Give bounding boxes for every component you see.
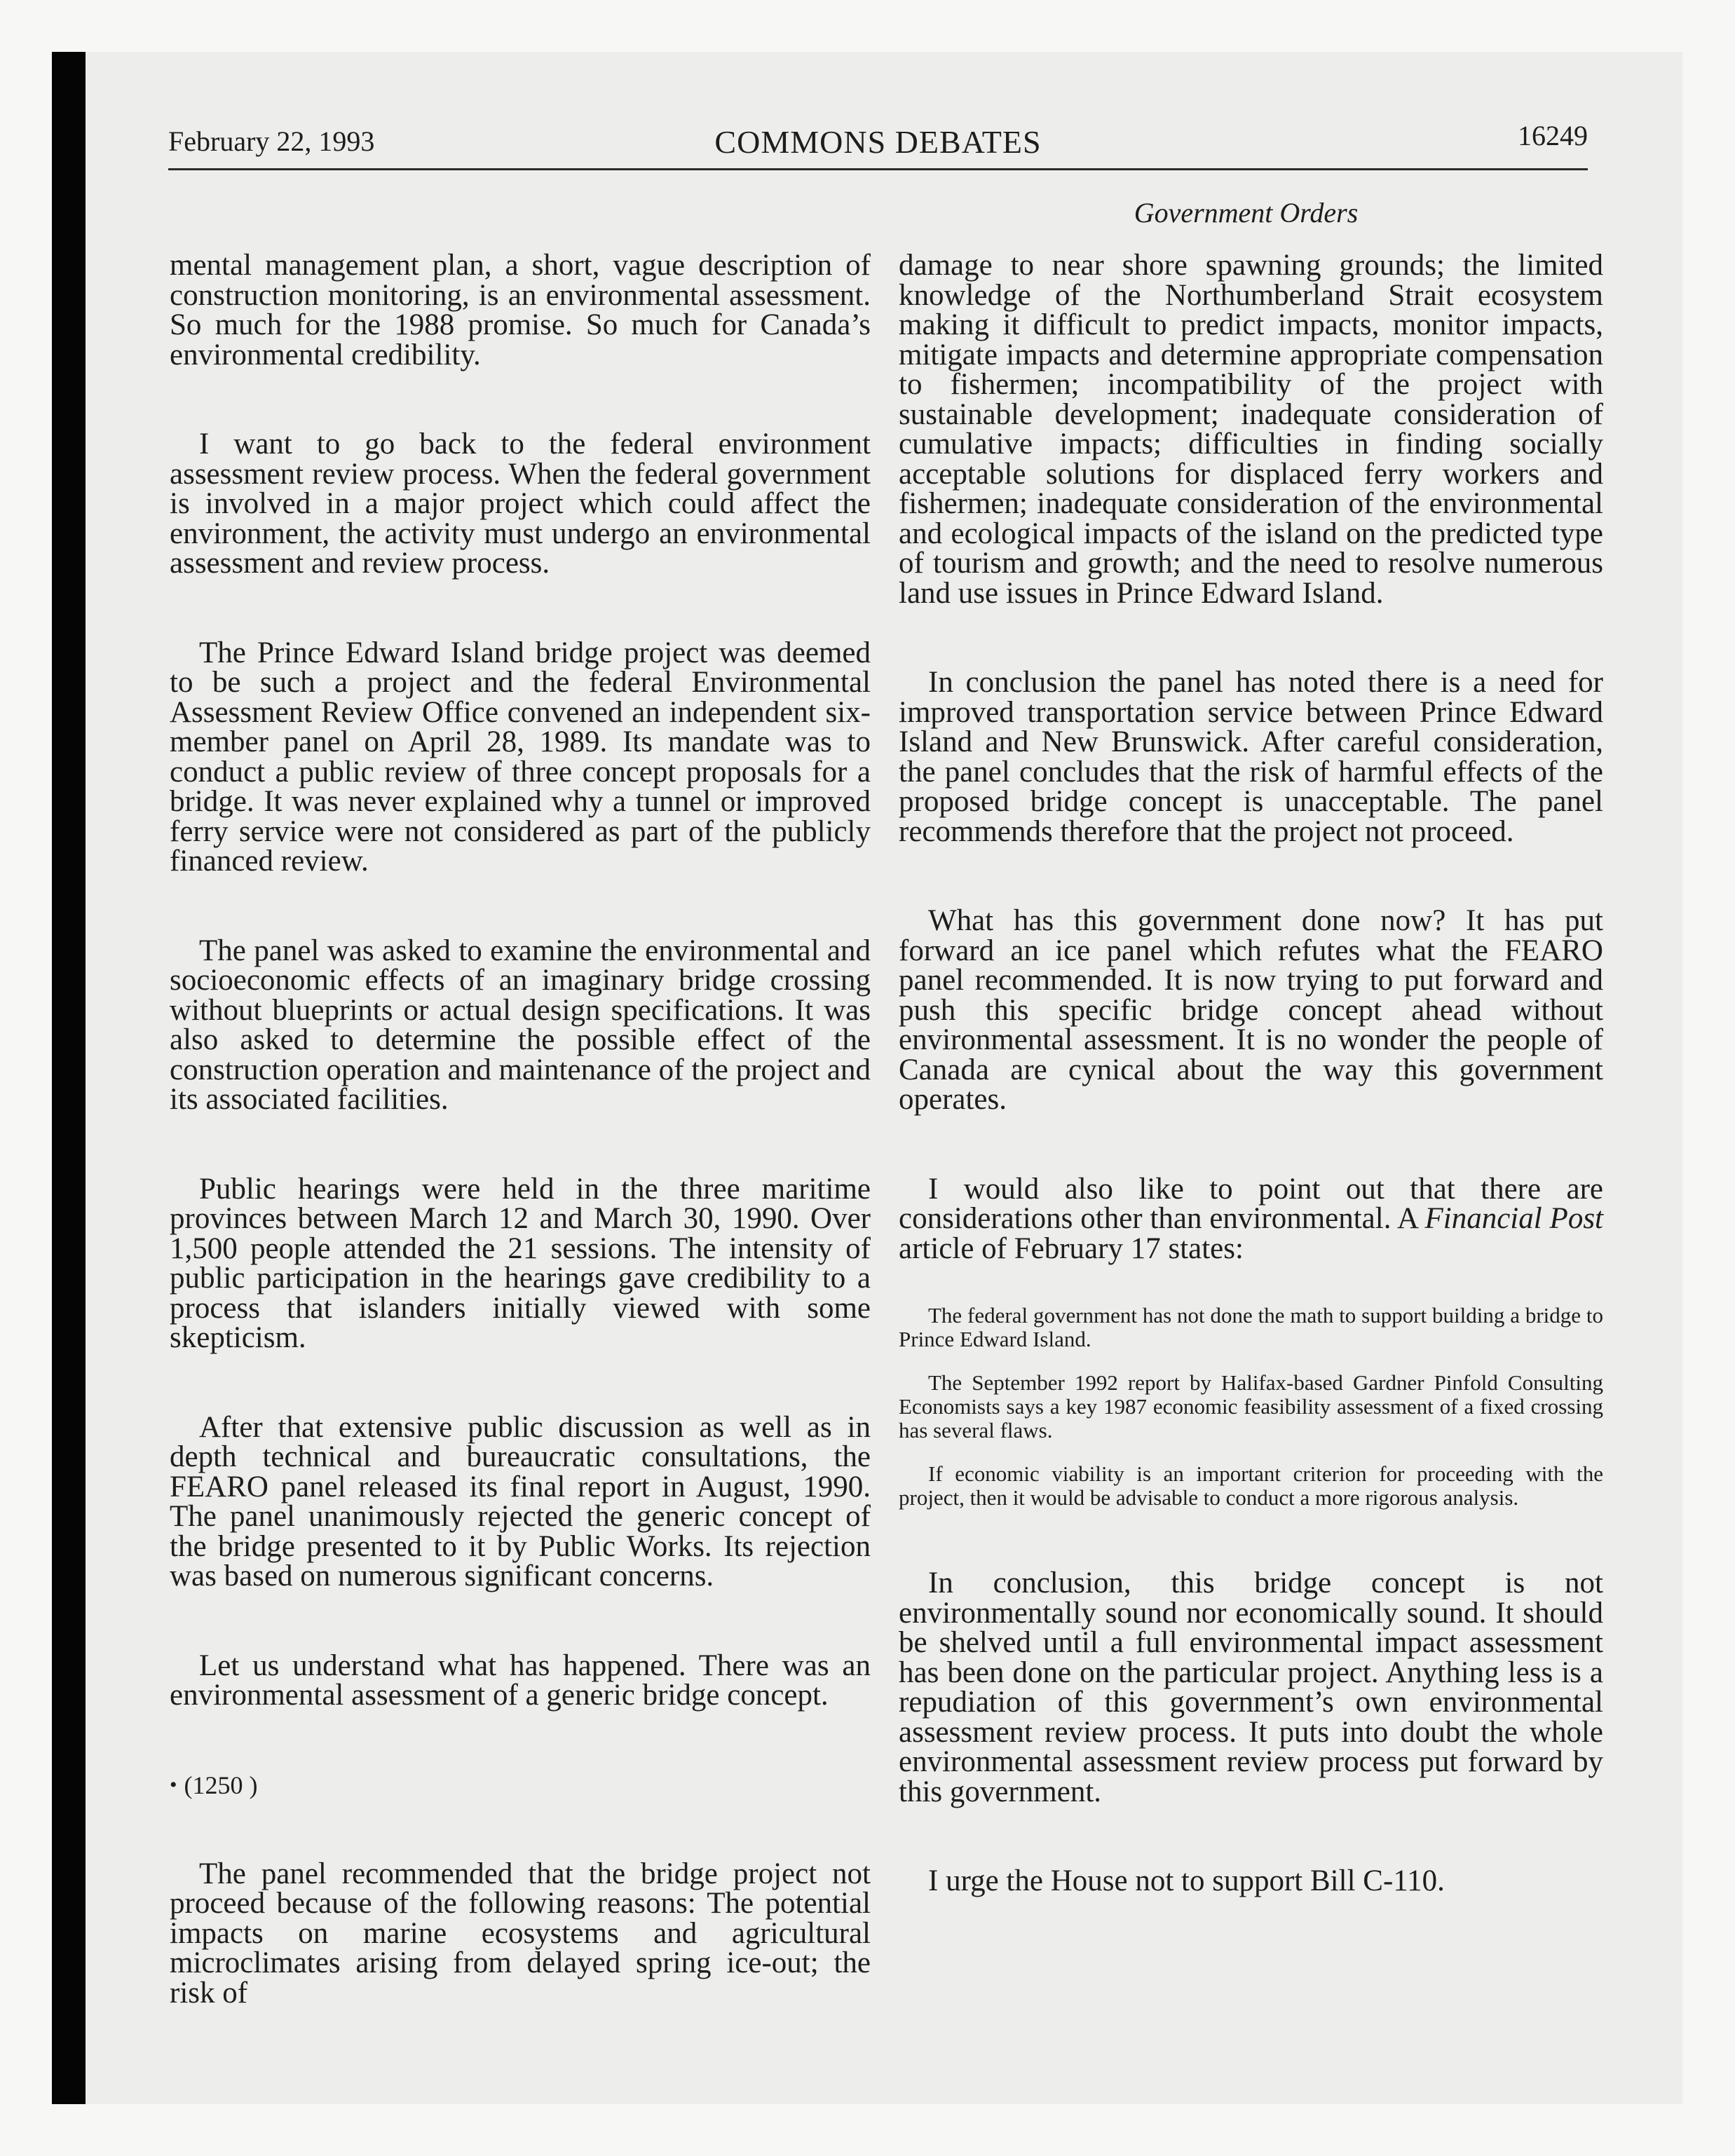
paragraph-text: article of February 17 states: [899,1231,1244,1265]
paragraph: damage to near shore spawning grounds; the limited knowledge of the Northumberland Strait ecosystem making it difficult to predict impacts, monitor impacts, mitigate impacts and determine appropriate compensation to fishermen; incompatibility of the project with sustainable development; inadequate consideration of cumulative impacts; difficulties in finding socially acceptable solutions for displaced ferry workers and fishermen; inadequate consideration of the environmental and ecological impacts of the island on the predicted type of tourism and growth; and the need to resolve numerous land use issues in Prince Edward Island. [899,249,1603,610]
header-date: February 22, 1993 [168,125,375,157]
right-column [899,251,1603,1956]
quote-paragraph: If economic viability is an important criterion for proceeding with the project, then it would be advisable to conduct a more rigorous analysis. [899,1461,1603,1510]
scan-binding-edge [52,52,86,2104]
paragraph: In conclusion the panel has noted there is a need for improved transportation service between Prince Edward Island and New Brunswick. After careful consideration, the panel concludes that the risk of harmful effects of the proposed bridge concept is unacceptable. The panel recommends therefore that the project not proceed. [899,666,1603,848]
paragraph: In conclusion, this bridge concept is not environmentally sound nor economically sound. It should be shelved until a full environmental impact assessment has been done on the particular project. Anything less is a repudiation of this government’s own environmental assessment review process. It puts into doubt the whole environmental assessment review process put forward by this government. [899,1567,1603,1808]
left-column [170,251,871,2068]
paragraph: I urge the House not to support Bill C-110. [928,1864,1445,1897]
paragraph [899,1172,1603,1265]
header-title: COMMONS DEBATES [714,124,1042,160]
page-header [168,119,1588,170]
section-label: Government Orders [1134,197,1359,228]
block-quote [899,1304,1603,1510]
publication-name: Financial Post [1424,1202,1603,1235]
paragraph: mental management plan, a short, vague description of construction monitoring, is an environmental assessment. So much for the 1988 promise. So much for Canada’s environmental credibility. [170,249,871,371]
paragraph: Let us understand what has happened. There was an environmental assessment of a generic bridge concept. [170,1649,871,1712]
quote-paragraph: The September 1992 report by Halifax-based Gardner Pinfold Consulting Economists says a key 1987 economic feasibility assessment of a fixed crossing has several flaws. [899,1370,1603,1442]
time-marker-text: (1250 ) [184,1770,258,1799]
paragraph: After that extensive public discussion as well as in depth technical and bureaucratic consultations, the FEARO panel released its final report in August, 1990. The panel unanimously rejected the generic concept of the bridge presented to it by Public Works. Its rejection was based on numerous significant concerns. [170,1410,871,1592]
paragraph: Public hearings were held in the three maritime provinces between March 12 and March 30, 1990. Over 1,500 people attended the 21 sessions. The intensity of public participation in the hearings gave credibility to a process that islanders initially viewed with some skepticism. [170,1172,871,1354]
paragraph: The Prince Edward Island bridge project was deemed to be such a project and the federal Environmental Assessment Review Office convened an independent six-member panel on April 28, 1989. Its mandate was to conduct a public review of three concept proposals for a bridge. It was never explained why a tunnel or improved ferry service were not considered as part of the publicly financed review. [170,636,871,878]
paragraph-text: I would also like to point out that there are considerations other than environmental. A [899,1172,1603,1235]
bullet-icon: • [170,1773,177,1796]
time-marker [170,1770,871,1800]
paragraph: I want to go back to the federal environment assessment review process. When the federal government is involved in a major project which could affect the environment, the activity must undergo an environmental assessment and review process. [170,428,871,580]
paragraph: What has this government done now? It has put forward an ice panel which refutes what the FEARO panel recommended. It is now trying to put forward and push this specific bridge concept ahead without environmental assessment. It is no wonder the people of Canada are cynical about the way this government operates. [899,904,1603,1116]
paragraph: The panel recommended that the bridge project not proceed because of the following reasons: The potential impacts on marine ecosystems and agricultural microclimates arising from delayed spring ice-out; the risk of [170,1857,871,2010]
paragraph: The panel was asked to examine the environmental and socioeconomic effects of an imaginary bridge crossing without blueprints or actual design specifications. It was also asked to determine the possible effect of the construction operation and maintenance of the project and its associated facilities. [170,934,871,1116]
page-number: 16249 [1518,120,1588,151]
quote-paragraph: The federal government has not done the math to support building a bridge to Prince Edward Island. [899,1303,1603,1351]
